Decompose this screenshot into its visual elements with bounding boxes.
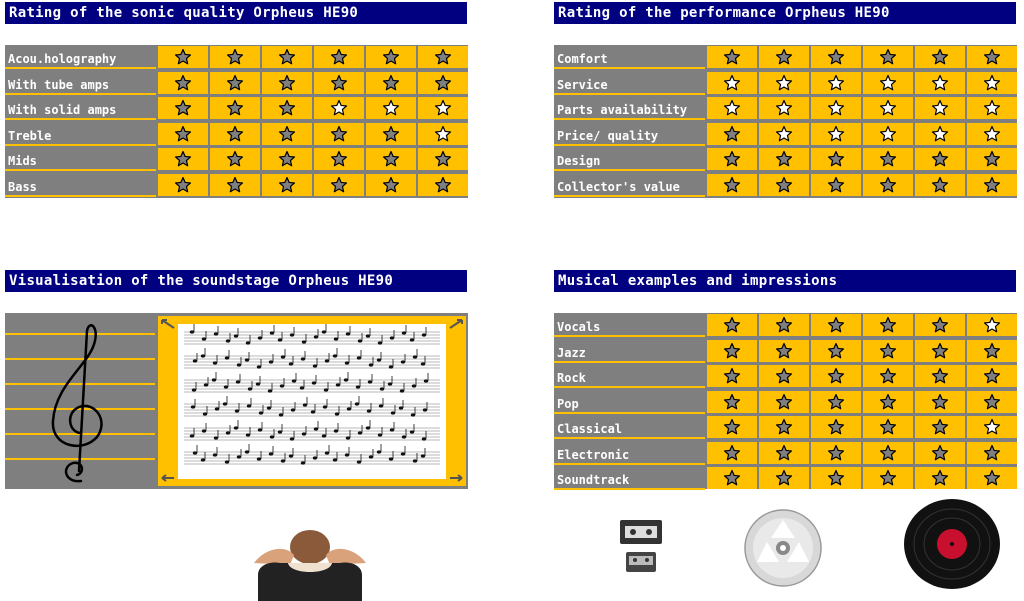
rating-cell: [967, 391, 1017, 413]
star-filled-icon: [278, 74, 296, 92]
star-filled-icon: [931, 418, 949, 436]
rating-cell: [811, 72, 861, 94]
star-filled-icon: [382, 74, 400, 92]
star-filled-icon: [775, 342, 793, 360]
star-filled-icon: [278, 125, 296, 143]
rating-cell: [811, 123, 861, 145]
rating-row: [5, 45, 468, 69]
rating-cell: [210, 148, 260, 170]
rating-cell: [811, 391, 861, 413]
rating-cell: [915, 416, 965, 438]
star-filled-icon: [931, 469, 949, 487]
star-filled-icon: [723, 342, 741, 360]
rating-cell: [759, 174, 809, 196]
star-empty-icon: [983, 125, 1001, 143]
star-empty-icon: [931, 125, 949, 143]
rating-cell: [707, 72, 757, 94]
rating-cell: [210, 46, 260, 68]
star-empty-icon: [434, 125, 452, 143]
rating-cell: [915, 442, 965, 464]
rating-cell: [863, 416, 913, 438]
star-filled-icon: [174, 99, 192, 117]
rating-cell: [811, 46, 861, 68]
rating-cell: [915, 72, 965, 94]
star-filled-icon: [775, 469, 793, 487]
star-filled-icon: [278, 176, 296, 194]
rating-cell: [418, 123, 468, 145]
rating-cell: [366, 123, 416, 145]
star-filled-icon: [723, 367, 741, 385]
treble-clef-icon: [43, 321, 113, 486]
star-empty-icon: [983, 316, 1001, 334]
rating-cell: [915, 391, 965, 413]
rating-cell: [759, 442, 809, 464]
rating-cell: [262, 97, 312, 119]
rating-cell: [915, 97, 965, 119]
star-filled-icon: [775, 418, 793, 436]
star-filled-icon: [775, 444, 793, 462]
rating-cell: [967, 314, 1017, 336]
star-filled-icon: [879, 316, 897, 334]
star-filled-icon: [174, 176, 192, 194]
rating-row: [5, 71, 468, 95]
rating-cell: [418, 72, 468, 94]
star-filled-icon: [827, 48, 845, 66]
star-filled-icon: [931, 342, 949, 360]
rating-label: Collector's value: [554, 173, 705, 197]
rating-cell: [967, 416, 1017, 438]
rating-cell: [158, 46, 208, 68]
rating-row: [554, 313, 1017, 337]
rating-cell: [707, 148, 757, 170]
rating-cell: [811, 174, 861, 196]
star-filled-icon: [382, 176, 400, 194]
star-filled-icon: [827, 367, 845, 385]
star-filled-icon: [827, 444, 845, 462]
rating-cell: [967, 123, 1017, 145]
star-empty-icon: [434, 99, 452, 117]
rating-cell: [314, 46, 364, 68]
rating-label: Electronic: [554, 441, 705, 465]
rating-cell: [967, 467, 1017, 489]
star-filled-icon: [226, 99, 244, 117]
star-filled-icon: [931, 393, 949, 411]
rating-cell: [314, 97, 364, 119]
star-filled-icon: [278, 150, 296, 168]
star-filled-icon: [775, 367, 793, 385]
star-filled-icon: [827, 469, 845, 487]
music-table: [554, 313, 1017, 489]
rating-label: Soundtrack: [554, 466, 705, 490]
star-empty-icon: [827, 99, 845, 117]
star-filled-icon: [723, 176, 741, 194]
star-filled-icon: [775, 176, 793, 194]
star-filled-icon: [827, 150, 845, 168]
star-filled-icon: [983, 469, 1001, 487]
star-filled-icon: [723, 418, 741, 436]
star-filled-icon: [983, 393, 1001, 411]
star-filled-icon: [382, 48, 400, 66]
rating-label: Acou.holography: [5, 45, 156, 69]
star-filled-icon: [879, 150, 897, 168]
rating-cell: [863, 442, 913, 464]
star-empty-icon: [775, 99, 793, 117]
rating-cell: [262, 46, 312, 68]
star-filled-icon: [827, 342, 845, 360]
rating-cell: [811, 467, 861, 489]
rating-cell: [366, 72, 416, 94]
star-filled-icon: [330, 48, 348, 66]
star-filled-icon: [931, 367, 949, 385]
rating-cell: [915, 467, 965, 489]
rating-cell: [314, 72, 364, 94]
star-filled-icon: [983, 367, 1001, 385]
rating-cell: [915, 46, 965, 68]
sonic-quality-table: [5, 45, 468, 198]
rating-row: [554, 45, 1017, 69]
rating-cell: [759, 467, 809, 489]
rating-cell: [915, 314, 965, 336]
star-empty-icon: [879, 99, 897, 117]
rating-label: Pop: [554, 390, 705, 414]
star-filled-icon: [226, 125, 244, 143]
rating-cell: [811, 442, 861, 464]
rating-row: [554, 173, 1017, 197]
rating-row: [554, 147, 1017, 171]
star-empty-icon: [330, 99, 348, 117]
rating-row: [554, 71, 1017, 95]
star-filled-icon: [434, 150, 452, 168]
star-filled-icon: [983, 176, 1001, 194]
rating-cell: [967, 340, 1017, 362]
rating-cell: [863, 46, 913, 68]
rating-cell: [811, 97, 861, 119]
rating-cell: [158, 174, 208, 196]
star-filled-icon: [775, 393, 793, 411]
listener-in-chair-image: [250, 525, 370, 601]
rating-label: Jazz: [554, 339, 705, 363]
star-empty-icon: [775, 125, 793, 143]
star-filled-icon: [330, 74, 348, 92]
rating-row: [554, 96, 1017, 120]
rating-cell: [967, 97, 1017, 119]
rating-cell: [759, 123, 809, 145]
soundstage-panel: [5, 313, 468, 489]
rating-label: Mids: [5, 147, 156, 171]
performance-table: [554, 45, 1017, 198]
star-filled-icon: [983, 48, 1001, 66]
soundstage-title: Visualisation of the soundstage Orpheus HE90: [5, 270, 467, 292]
rating-label: Bass: [5, 173, 156, 197]
star-filled-icon: [382, 150, 400, 168]
vinyl-record-image: [902, 498, 1002, 590]
rating-cell: [158, 148, 208, 170]
performance-title: Rating of the performance Orpheus HE90: [554, 2, 1016, 24]
star-filled-icon: [827, 393, 845, 411]
rating-cell: [759, 391, 809, 413]
star-filled-icon: [879, 469, 897, 487]
star-filled-icon: [174, 74, 192, 92]
star-filled-icon: [330, 125, 348, 143]
star-filled-icon: [723, 444, 741, 462]
rating-row: [554, 339, 1017, 363]
rating-cell: [967, 174, 1017, 196]
rating-row: [5, 147, 468, 171]
star-filled-icon: [879, 367, 897, 385]
sheet-music-image: [178, 324, 446, 479]
rating-cell: [707, 340, 757, 362]
rating-label: Parts availability: [554, 96, 705, 120]
star-filled-icon: [827, 418, 845, 436]
star-filled-icon: [879, 418, 897, 436]
rating-label: With tube amps: [5, 71, 156, 95]
rating-cell: [915, 174, 965, 196]
rating-label: Comfort: [554, 45, 705, 69]
sonic-quality-title: Rating of the sonic quality Orpheus HE90: [5, 2, 467, 24]
rating-cell: [967, 46, 1017, 68]
star-filled-icon: [226, 48, 244, 66]
star-filled-icon: [827, 176, 845, 194]
rating-cell: [707, 46, 757, 68]
rating-cell: [707, 365, 757, 387]
star-filled-icon: [775, 150, 793, 168]
star-filled-icon: [174, 125, 192, 143]
rating-cell: [262, 72, 312, 94]
rating-row: [5, 173, 468, 197]
star-empty-icon: [723, 99, 741, 117]
rating-label: Vocals: [554, 313, 705, 337]
star-empty-icon: [775, 74, 793, 92]
rating-cell: [967, 72, 1017, 94]
star-filled-icon: [226, 150, 244, 168]
rating-cell: [863, 72, 913, 94]
rating-cell: [759, 72, 809, 94]
rating-cell: [314, 174, 364, 196]
star-empty-icon: [931, 99, 949, 117]
rating-cell: [366, 97, 416, 119]
rating-cell: [759, 416, 809, 438]
star-filled-icon: [879, 342, 897, 360]
star-filled-icon: [330, 150, 348, 168]
rating-label: Treble: [5, 122, 156, 146]
rating-label: Price/ quality: [554, 122, 705, 146]
rating-cell: [863, 340, 913, 362]
star-filled-icon: [983, 342, 1001, 360]
rating-cell: [811, 148, 861, 170]
rating-cell: [863, 365, 913, 387]
star-filled-icon: [931, 48, 949, 66]
rating-cell: [418, 46, 468, 68]
star-filled-icon: [879, 48, 897, 66]
star-filled-icon: [382, 125, 400, 143]
rating-cell: [811, 340, 861, 362]
star-filled-icon: [226, 74, 244, 92]
star-filled-icon: [931, 444, 949, 462]
star-filled-icon: [330, 176, 348, 194]
star-filled-icon: [723, 469, 741, 487]
rating-cell: [707, 97, 757, 119]
rating-label: Service: [554, 71, 705, 95]
rating-label: Design: [554, 147, 705, 171]
rating-cell: [863, 97, 913, 119]
rating-cell: [366, 148, 416, 170]
rating-cell: [314, 148, 364, 170]
star-filled-icon: [226, 176, 244, 194]
rating-cell: [863, 148, 913, 170]
rating-cell: [314, 123, 364, 145]
rating-cell: [759, 148, 809, 170]
rating-label: Classical: [554, 415, 705, 439]
rating-row: [554, 466, 1017, 490]
rating-row: [5, 96, 468, 120]
star-filled-icon: [827, 316, 845, 334]
arrow-right-icon: [449, 473, 463, 483]
rating-cell: [210, 97, 260, 119]
star-empty-icon: [879, 74, 897, 92]
rating-cell: [863, 123, 913, 145]
rating-cell: [366, 46, 416, 68]
rating-cell: [707, 442, 757, 464]
cassette-tapes-image: [617, 518, 665, 576]
rating-cell: [811, 314, 861, 336]
star-filled-icon: [775, 48, 793, 66]
star-filled-icon: [723, 48, 741, 66]
star-filled-icon: [983, 150, 1001, 168]
rating-cell: [262, 123, 312, 145]
rating-cell: [366, 174, 416, 196]
rating-cell: [863, 467, 913, 489]
rating-label: With solid amps: [5, 96, 156, 120]
rating-cell: [210, 174, 260, 196]
rating-cell: [863, 314, 913, 336]
rating-cell: [967, 442, 1017, 464]
star-filled-icon: [434, 176, 452, 194]
star-filled-icon: [174, 150, 192, 168]
star-filled-icon: [931, 176, 949, 194]
star-empty-icon: [382, 99, 400, 117]
rating-cell: [210, 123, 260, 145]
star-filled-icon: [723, 125, 741, 143]
rating-cell: [863, 391, 913, 413]
rating-cell: [262, 174, 312, 196]
rating-cell: [158, 123, 208, 145]
rating-row: [554, 415, 1017, 439]
star-filled-icon: [879, 393, 897, 411]
rating-cell: [915, 365, 965, 387]
rating-cell: [967, 365, 1017, 387]
star-empty-icon: [983, 74, 1001, 92]
rating-cell: [707, 416, 757, 438]
star-filled-icon: [723, 393, 741, 411]
star-filled-icon: [931, 316, 949, 334]
rating-cell: [707, 314, 757, 336]
rating-cell: [262, 148, 312, 170]
star-empty-icon: [983, 418, 1001, 436]
star-filled-icon: [434, 74, 452, 92]
star-filled-icon: [723, 316, 741, 334]
star-empty-icon: [931, 74, 949, 92]
star-filled-icon: [775, 316, 793, 334]
rating-cell: [707, 174, 757, 196]
star-empty-icon: [827, 125, 845, 143]
star-filled-icon: [278, 48, 296, 66]
rating-cell: [707, 467, 757, 489]
star-empty-icon: [723, 74, 741, 92]
star-filled-icon: [931, 150, 949, 168]
rating-cell: [418, 148, 468, 170]
rating-cell: [811, 365, 861, 387]
arrow-top-right-icon: [449, 319, 463, 329]
star-filled-icon: [723, 150, 741, 168]
star-empty-icon: [827, 74, 845, 92]
sheet-music-frame: [158, 316, 466, 486]
music-title: Musical examples and impressions: [554, 270, 1016, 292]
star-filled-icon: [278, 99, 296, 117]
star-filled-icon: [879, 444, 897, 462]
star-empty-icon: [983, 99, 1001, 117]
rating-row: [554, 390, 1017, 414]
rating-cell: [915, 148, 965, 170]
rating-cell: [967, 148, 1017, 170]
rating-cell: [811, 416, 861, 438]
rating-row: [554, 122, 1017, 146]
arrow-top-left-icon: [161, 319, 175, 329]
rating-cell: [707, 123, 757, 145]
rating-row: [554, 364, 1017, 388]
star-filled-icon: [434, 48, 452, 66]
star-empty-icon: [879, 125, 897, 143]
star-filled-icon: [879, 176, 897, 194]
rating-row: [5, 122, 468, 146]
rating-cell: [418, 174, 468, 196]
rating-cell: [158, 72, 208, 94]
rating-cell: [707, 391, 757, 413]
reel-to-reel-tape-image: [743, 508, 823, 588]
rating-cell: [759, 365, 809, 387]
rating-cell: [210, 72, 260, 94]
rating-label: Rock: [554, 364, 705, 388]
rating-cell: [863, 174, 913, 196]
star-filled-icon: [174, 48, 192, 66]
rating-cell: [915, 340, 965, 362]
rating-cell: [759, 314, 809, 336]
rating-cell: [759, 340, 809, 362]
rating-cell: [759, 97, 809, 119]
arrow-left-icon: [161, 473, 175, 483]
rating-cell: [759, 46, 809, 68]
rating-row: [554, 441, 1017, 465]
rating-cell: [418, 97, 468, 119]
rating-cell: [915, 123, 965, 145]
star-filled-icon: [983, 444, 1001, 462]
rating-cell: [158, 97, 208, 119]
